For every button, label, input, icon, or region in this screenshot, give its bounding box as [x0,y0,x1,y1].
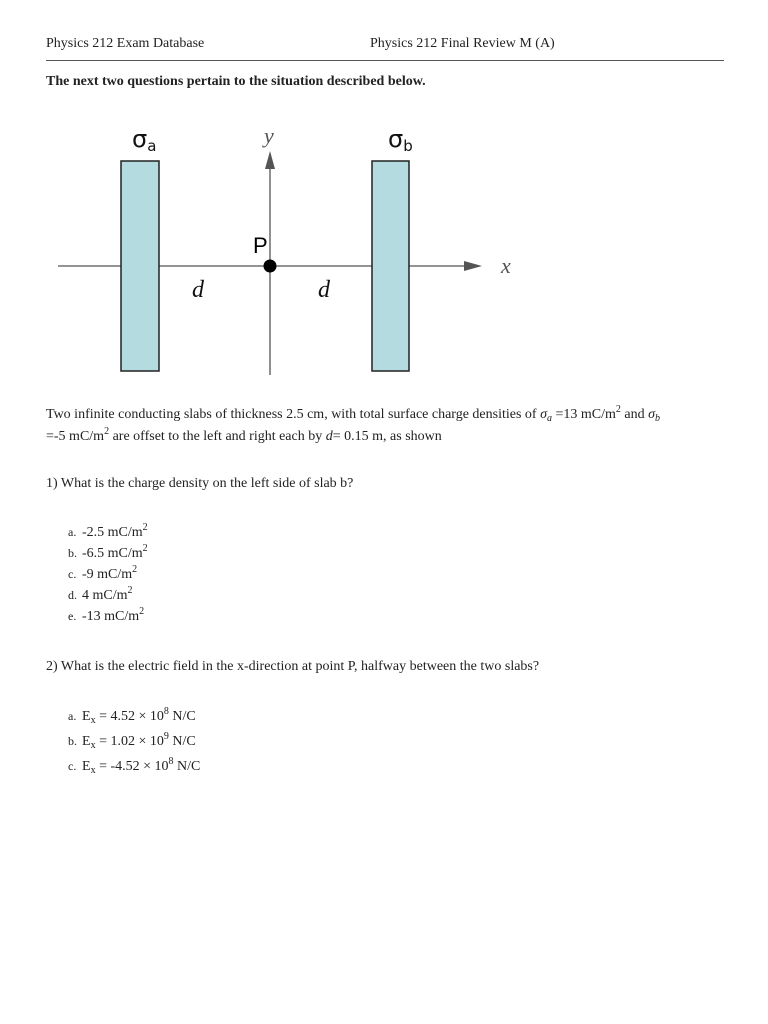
q1-option-e: e. -13 $mC/m^2$ [68,606,145,624]
d-left-label: d [192,277,204,303]
intro-text: The next two questions pertain to the situation described below. [46,74,426,89]
q2-option-a: a. $E_x = 4.52 \times 10^8$ N/C [68,706,196,726]
problem-statement: Two infinite conducting slabs of thickness 2.5 cm, with total surface charge densities of $\sigma_a =13$ $mC/m^2$ and $\sigma_b$ =-5 $mC/m^2$ are offset to the left and right each by d= 0.15 m, as shown [46,404,661,444]
d-right-label: d [318,277,330,303]
question-1: 1) What is the charge density on the left side of slab b? [46,476,354,491]
page-header [46,36,724,61]
header-right: Physics 212 Final Review M (A) [370,36,555,51]
question-2: 2) What is the electric field in the x-direction at point P, halfway between the two slabs? [46,659,540,674]
q2-option-c: c. $E_x = -4.52 \times 10^8$ N/C [68,756,201,776]
sigma-a-label: σa [132,125,157,155]
sigma-b-label: σb [388,125,413,155]
question-1-options [68,522,148,627]
point-p-label: P [253,233,268,258]
y-axis-label: y [264,123,274,148]
slab-diagram [40,115,530,380]
slab-b [372,161,409,371]
question-2-options [68,704,200,779]
q1-option-d: d. 4 $mC/m^2$ [68,585,133,603]
x-axis-arrow [464,261,482,271]
slab-a [121,161,159,371]
header-left: Physics 212 Exam Database [46,36,205,51]
q1-option-a: a. -2.5 $mC/m^2$ [68,522,148,540]
q1-option-b: b. -6.5 $mC/m^2$ [68,543,148,561]
y-axis-arrow [265,151,275,169]
x-axis-label: x [501,253,511,278]
q2-option-b: b. $E_x = 1.02 \times 10^9$ N/C [68,731,196,751]
q1-option-c: c. -9 $mC/m^2$ [68,564,138,582]
point-p [264,260,277,273]
